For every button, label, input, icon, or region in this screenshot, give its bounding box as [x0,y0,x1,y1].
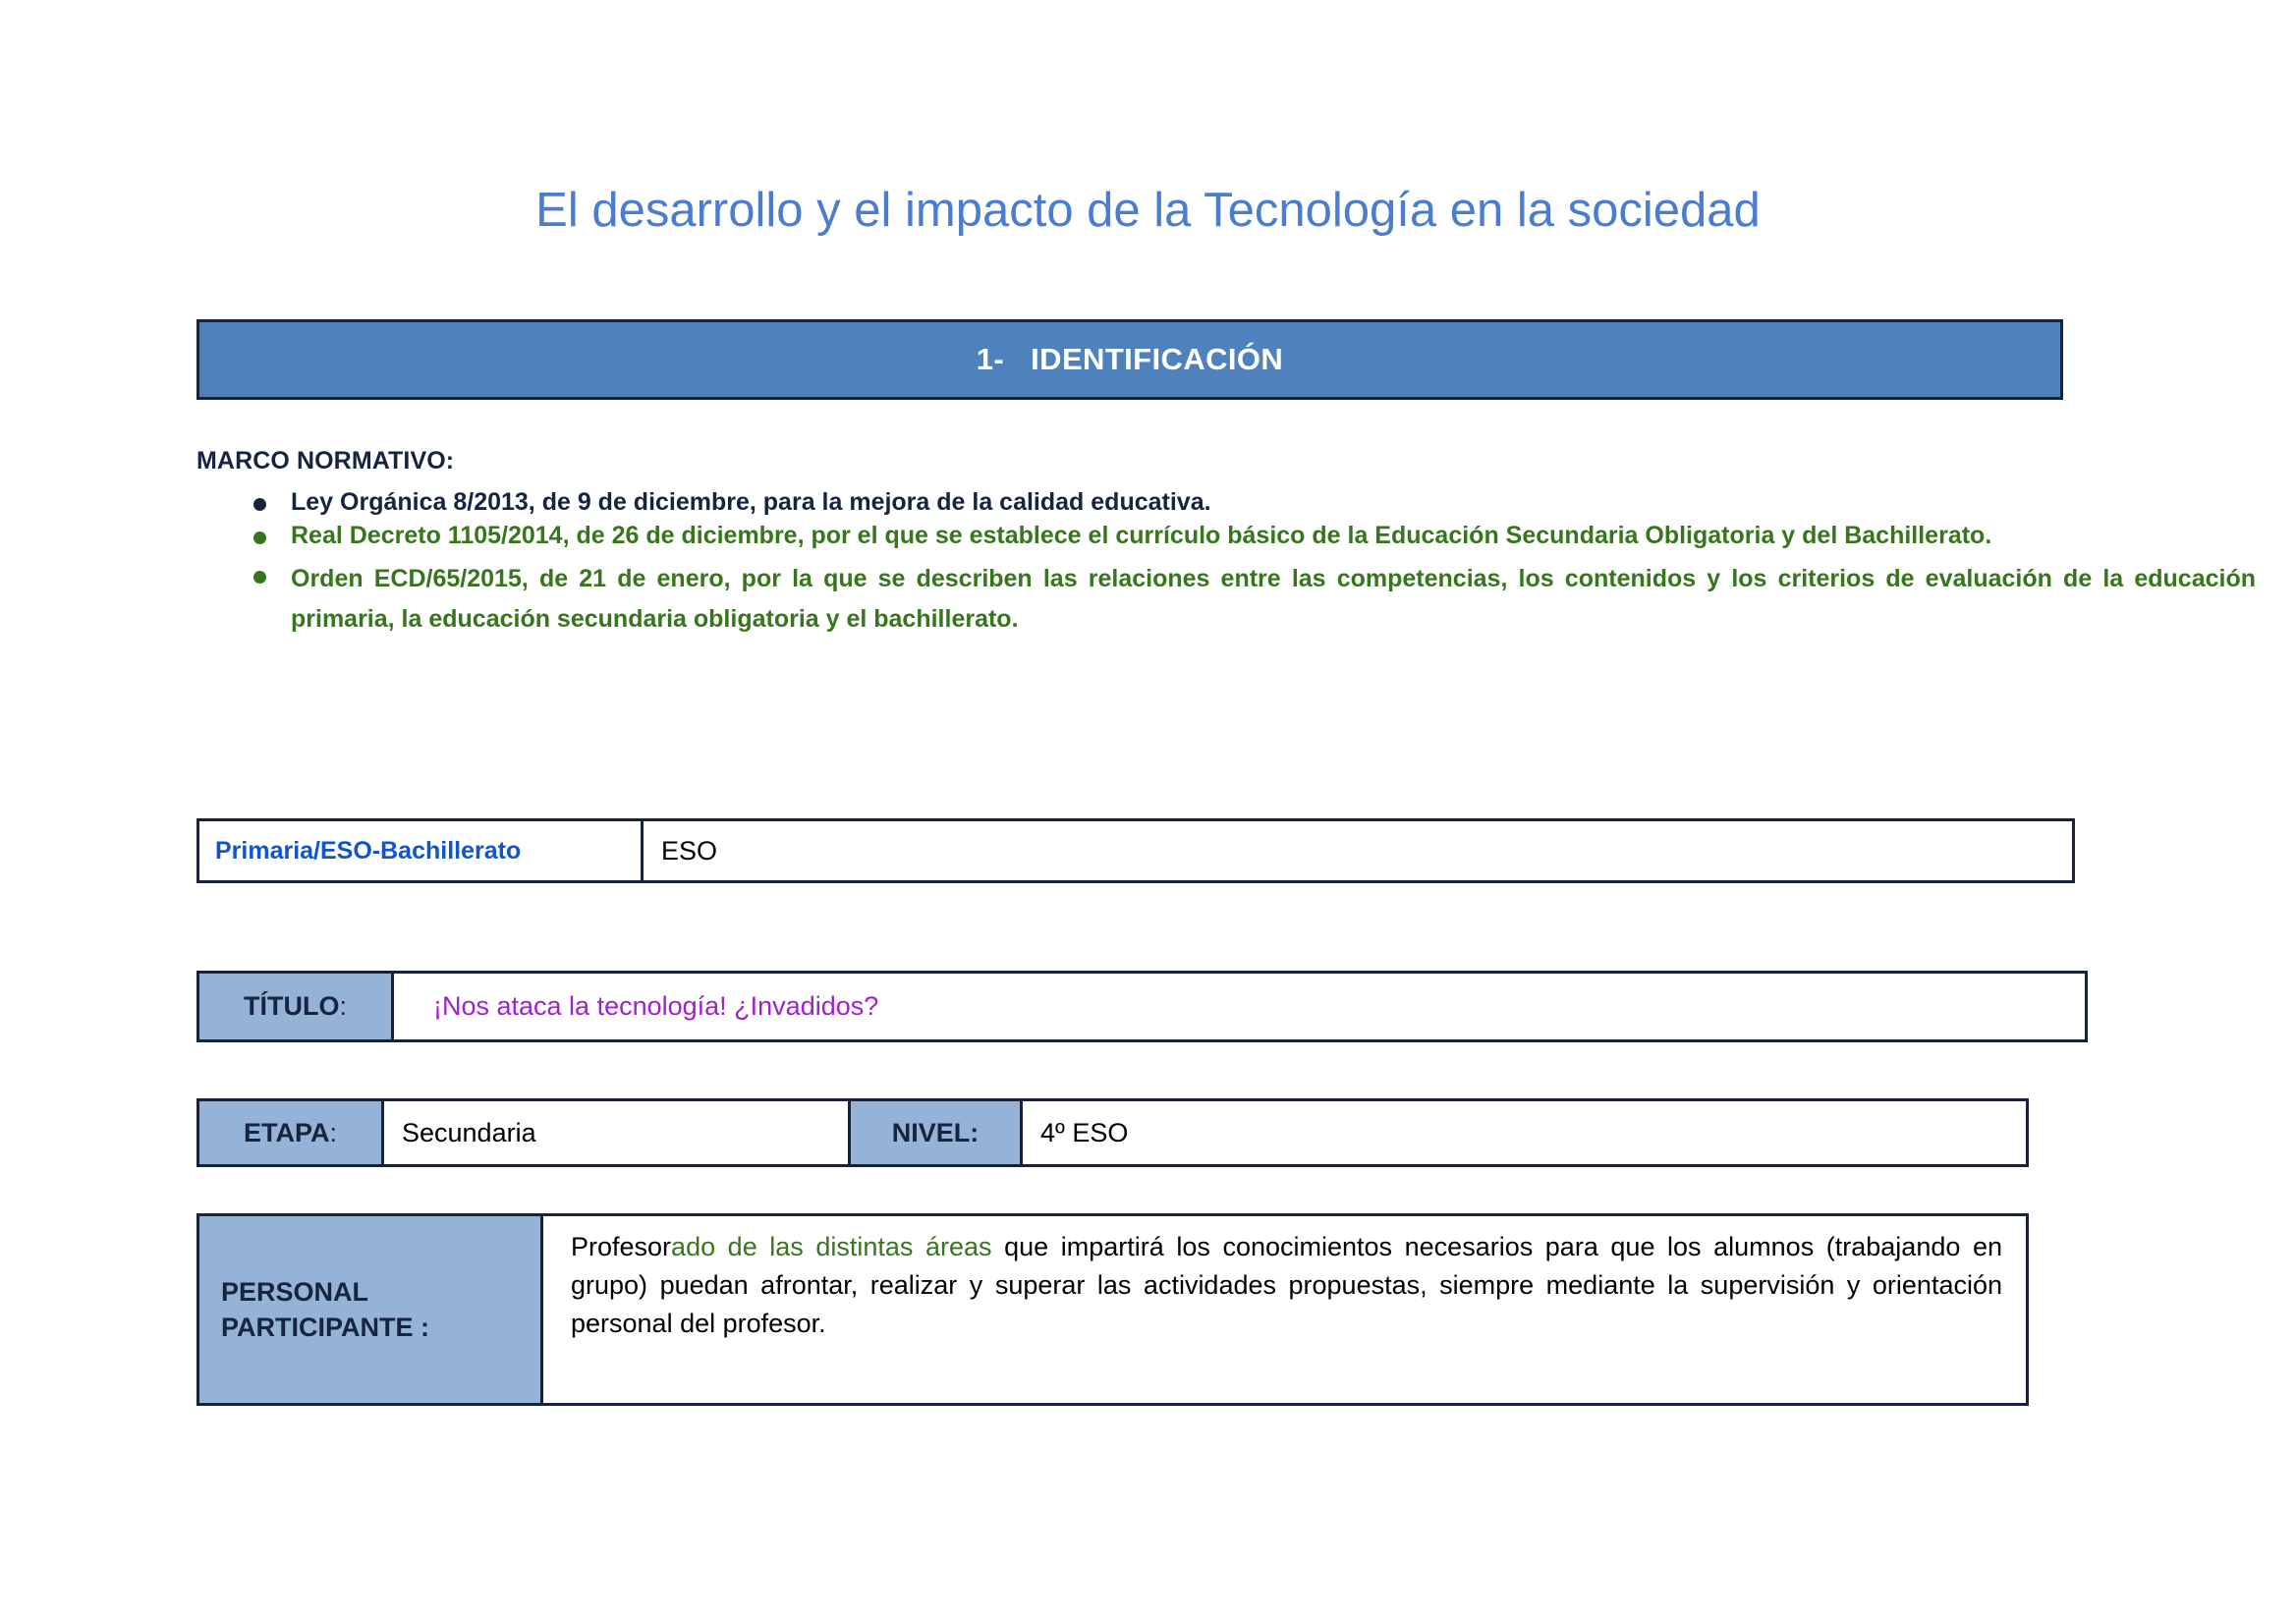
field-label-personal-line2: PARTICIPANTE : [221,1313,429,1342]
field-label-etapa [244,1115,337,1150]
field-value-etapa: Secundaria [402,1117,536,1147]
field-label-cell-personal-participante [199,1216,543,1403]
field-label-etapa-text: ETAPA [243,1117,330,1147]
list-item-text: Ley Orgánica 8/2013, de 9 de diciembre, para la mejora de la calidad educativa. [291,488,1211,516]
field-value-personal-participante [571,1228,2002,1343]
section-banner-label: 1- IDENTIFICACIÓN [976,342,1284,376]
bullet-dot-icon [253,531,266,544]
field-value-cell-etapa[interactable] [384,1101,851,1164]
field-label-cell-etapa [199,1101,384,1164]
field-label-cell-titulo [199,974,394,1039]
field-label-cell-nivel [851,1101,1023,1164]
field-value-etapa-educativa: ESO [661,835,718,866]
field-value-cell-titulo[interactable] [394,974,2085,1039]
field-value-nivel: 4º ESO [1040,1117,1129,1147]
field-label-personal-line1: PERSONAL [221,1276,369,1307]
field-row-personal-participante [196,1213,2029,1406]
marco-normativo-list [196,486,2260,643]
field-label-nivel: NIVEL: [891,1117,980,1147]
field-value-titulo: ¡Nos ataca la tecnología! ¿Invadidos? [433,991,879,1021]
field-value-cell-personal-participante[interactable] [543,1216,2026,1403]
list-item-text: Real Decreto 1105/2014, de 26 de diciembre, por el que se establece el currículo básico de la Educación Secundaria Obligatoria y del Bachillerato. [291,522,1992,549]
field-label-etapa-educativa: Primaria/ESO-Bachillerato [215,836,522,865]
field-row-etapa-educativa [196,818,2075,883]
list-item [196,559,2260,641]
list-item-text: Orden ECD/65/2015, de 21 de enero, por la que se describen las relaciones entre las competencias, los contenidos y los criterios de evaluación de la educación primaria, la educación secundaria obligatoria y el bachillerato. [291,565,2256,634]
field-label-etapa-colon: : [329,1117,337,1147]
personal-text-part3: que impartirá los conocimientos necesarios para que los alumnos (trabajando en grupo) puedan afrontar, realizar y superar las actividades propuestas, siempre mediante la supervisión y orientación personal del profesor. [571,1232,2002,1339]
field-label-cell-etapa-educativa [199,821,644,880]
bullet-dot-icon [253,571,266,584]
section-banner-identificacion [196,319,2063,400]
field-row-titulo [196,971,2088,1042]
bullet-dot-icon [253,498,266,511]
marco-normativo-heading: MARCO NORMATIVO: [196,447,455,475]
personal-text-part2-highlight: ado de las distintas áreas [671,1232,992,1261]
field-label-titulo-colon: : [339,991,347,1022]
field-label-titulo-text: TÍTULO [244,991,340,1022]
field-value-cell-etapa-educativa[interactable] [644,821,2072,880]
page-title: El desarrollo y el impacto de la Tecnología en la sociedad [535,184,1761,237]
list-item [196,520,2260,551]
field-label-personal-participante [221,1274,429,1346]
field-row-etapa-nivel [196,1098,2029,1167]
field-label-titulo [244,988,347,1024]
personal-text-part1: Profesor [571,1232,672,1261]
list-item [196,486,2260,518]
field-value-cell-nivel[interactable] [1023,1101,2026,1164]
